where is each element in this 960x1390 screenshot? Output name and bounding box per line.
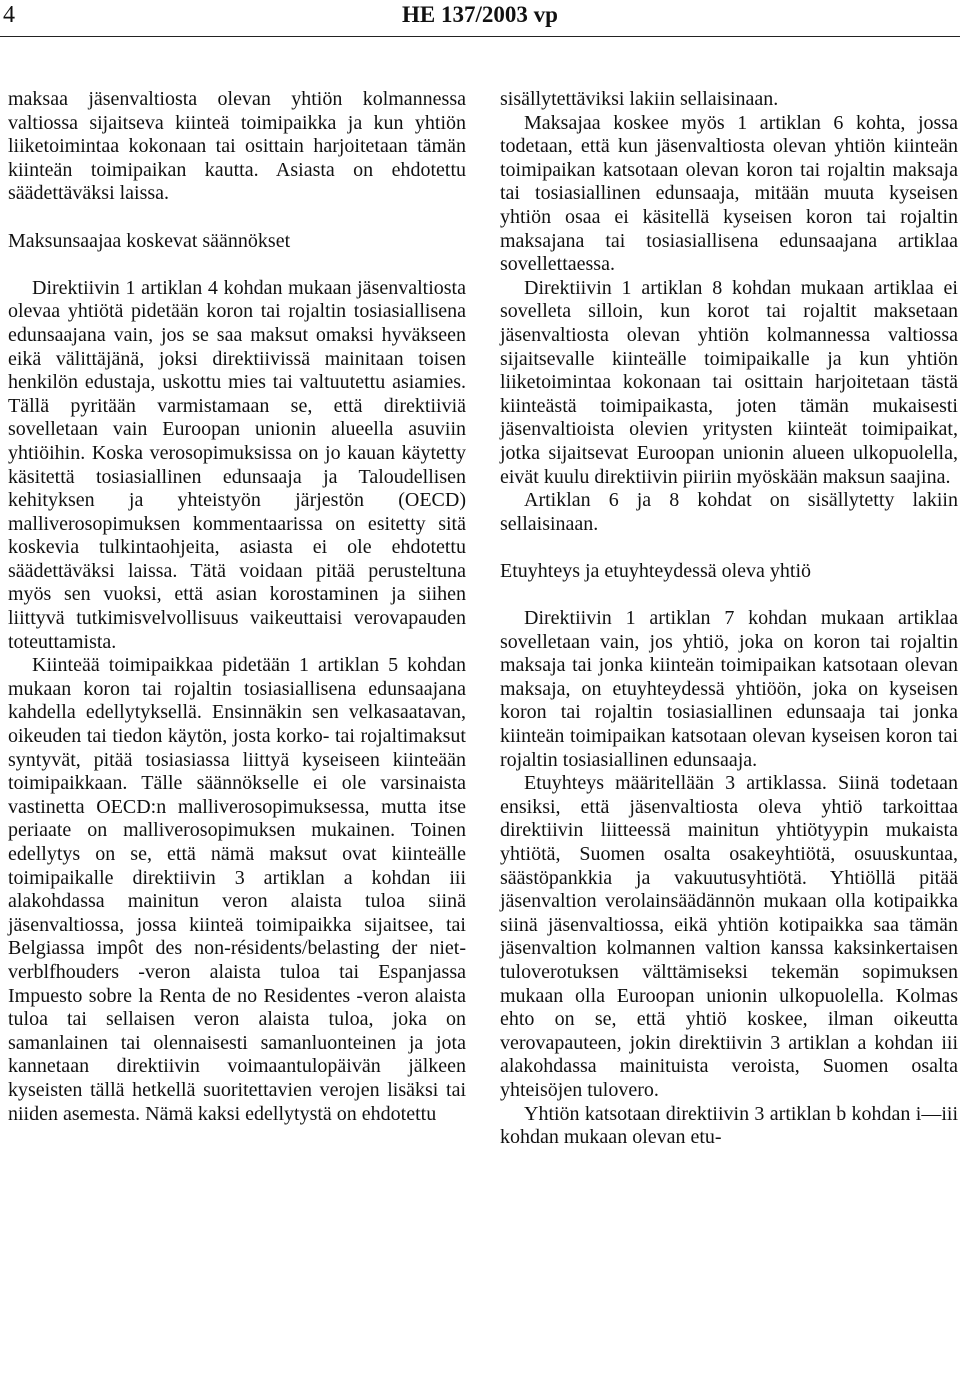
page-number: 4: [3, 2, 15, 28]
right-paragraph-3: Direktiivin 1 artiklan 8 kohdan mukaan artiklaa ei sovelleta silloin, kun korot tai rojaltit maksetaan jäsenvaltiosta olevan yhtiön kolmannessa valtiossa sijaitsevalle kiinteälle toimipaikalle ja kun yhtiön liiketoimintaa kokonaan tai osittain harjoitetaan tästä kiinteästä toimipaikasta, joten tämän mukaisesti jäsenvaltioista olevien yritysten kiinteät toimipaikat, jotka sijaitsevat Euroopan unionin alueen ulkopuolella, eivät kuulu direktiivin piiriin myöskään maksun saajina.: [500, 276, 958, 488]
document-id: HE 137/2003 vp: [402, 2, 558, 27]
right-paragraph-1: sisällytettäviksi lakiin sellaisinaan.: [500, 88, 779, 110]
right-paragraph-4: Artiklan 6 ja 8 kohdat on sisällytetty lakiin sellaisinaan.: [500, 489, 958, 535]
right-column: [500, 88, 958, 1150]
left-column: [8, 88, 466, 1126]
right-paragraph-7: Yhtiön katsotaan direktiivin 3 artiklan b kohdan i—iii kohdan mukaan olevan etu-: [500, 1102, 958, 1149]
section-heading-payee-provisions: Maksunsaajaa koskevat säännökset: [8, 229, 291, 252]
right-paragraph-5: Direktiivin 1 artiklan 7 kohdan mukaan artiklaa sovelletaan vain, jos yhtiö, joka on koron tai rojaltin maksaja tai jonka kiinteän toimipaikan katsotaan olevan maksaja, on etuyhteydessä yhtiöön, joka on kyseisen koron tai rojaltin tosiasiallinen edunsaaja tai jonka kiinteän toimipaikan katsotaan olevan kyseisen koron tai rojaltin tosiasiallinen edunsaaja.: [500, 607, 958, 771]
page-header: [0, 0, 960, 34]
right-paragraph-6: Etuyhteys määritellään 3 artiklassa. Siinä todetaan ensiksi, että jäsenvaltiosta oleva yhtiö tarkoittaa direktiivin liitteessä mainitun yhtiötyypin mukaista yhtiötä, Suomen osalta osakeyhtiötä, osuuskuntaa, säästöpankkia ja vakuutusyhtiötä. Yhtiöllä pitää jäsenvaltion verolainsäädännön mukaan olla kotipaikka siinä jäsenvaltiossa, eikä yhtiön kotipaikka saa tämän jäsenvaltion kolmannen valtion kanssa kaksinkertaisen tuloverotuksen välttämiseksi tekemän sopimuksen mukaan olla Euroopan unionin ulkopuolella. Kolmas ehto on se, että yhtiö koskee, ilman oikeutta verovapauteen, jokin direktiivin 3 artiklan a kohdan iii alakohdassa mainituista veroista, Suomen osalta yhteisöjen tulovero.: [500, 772, 958, 1101]
section-heading-affiliation: Etuyhteys ja etuyhteydessä oleva yhtiö: [500, 559, 812, 582]
header-rule: [0, 36, 960, 37]
left-paragraph-1: maksaa jäsenvaltiosta olevan yhtiön kolmannessa valtiossa sijaitseva kiinteä toimipaikka ja kun yhtiön liiketoimintaa kokonaan tai osittain harjoitetaan tämän kiinteän toimipaikan kautta. Asiasta on ehdotettu säädettäväksi laissa.: [8, 88, 466, 205]
right-paragraph-2: Maksajaa koskee myös 1 artiklan 6 kohta, jossa todetaan, että kun jäsenvaltiosta olevan yhtiön kiinteän toimipaikan katsotaan olevan koron tai rojaltin maksaja tai tosiasiallinen edunsaaja, mitään muuta kyseisen yhtiön osaa ei käsitellä kyseisen koron tai rojaltin maksajana tai tosiasiallisena edunsaajana artiklaa sovellettaessa.: [500, 111, 958, 276]
left-paragraph-3: Kiinteää toimipaikkaa pidetään 1 artiklan 5 kohdan mukaan koron tai rojaltin tosiasiallisena edunsaajana kahdella edellytyksellä. Ensinnäkin sen velkasaatavan, oikeuden tai tiedon käytön, josta korko- tai rojaltimaksut syntyvät, pitää tosiasiassa liittyä kyseiseen kiinteään toimipaikkaan. Tälle säännökselle ei ole varsinaista vastinetta OECD:n malliverosopimuksessa, mutta itse periaate on malliverosopimuksen mukainen. Toinen edellytys on se, että nämä maksut ovat kiinteälle toimipaikalle direktiivin 3 artiklan a kohdan iii alakohdassa mainitun veron alaista tuloa siinä jäsenvaltiossa, jossa kiinteä toimipaikka sijaitsee, tai Belgiassa impôt des non-résidents/belasting der niet-verblfhouders -veron alaista tuloa tai Espanjassa Impuesto sobre la Renta de no Residentes -veron alaista tuloa tai sellaisen veron alaista tuloa, joka on samanlainen tai olennaisesti samanluonteinen ja jota kannetaan direktiivin voimaantulopäivän jälkeen kyseisten tällä hetkellä suoritettavien verojen lisäksi tai niiden asemesta. Nämä kaksi edellytystä on ehdotettu: [8, 654, 466, 1125]
left-paragraph-2: Direktiivin 1 artiklan 4 kohdan mukaan jäsenvaltiosta olevaa yhtiötä pidetään koron tai rojaltin tosiasiallisena edunsaajana vain, jos se saa maksut omaksi hyväkseen eikä välittäjänä, joksi direktiivissä mainitaan toisen henkilön edustaja, uskottu mies tai valtuutettu asiamies. Tällä pyritään varmistamaan se, että direktiiviä sovelletaan vain Euroopan unionin alueella asuviin yhtiöihin. Koska verosopimuksissa on jo kauan käytetty käsitettä tosiasiallinen edunsaaja ja Taloudellisen kehityksen ja yhteistyön järjestön (OECD) malliverosopimuksen kommentaarissa on esitetty sitä koskevia tulkintaohjeita, asiasta ei ole ehdotettu säädettäväksi laissa. Tätä voidaan pitää perusteltuna myös sen vuoksi, että asian korostaminen ja siihen liittyvä tutkimisvelvollisuus vaikeuttaisi verovapauden toteuttamista.: [8, 276, 466, 653]
